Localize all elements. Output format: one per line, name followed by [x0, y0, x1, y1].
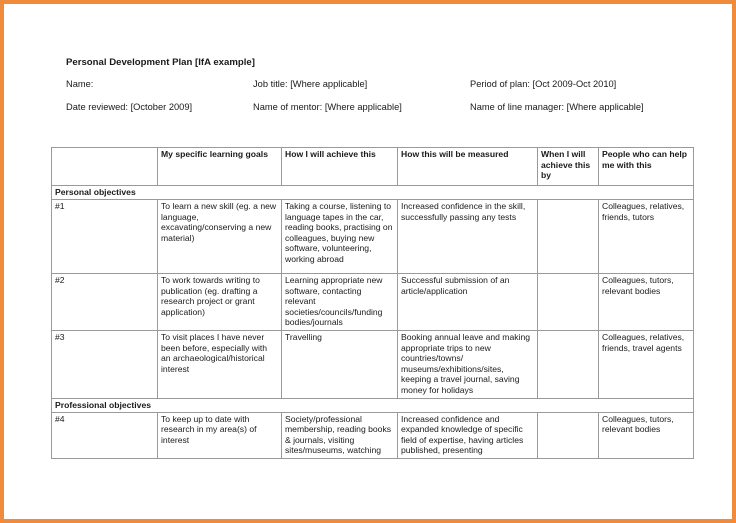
row-when — [538, 412, 599, 458]
row-how: Society/professional membership, reading books & journals, visiting sites/museums, watching — [282, 412, 398, 458]
row-goal: To visit places I have never been before, especially with an archaeological/historical interest — [158, 330, 282, 398]
mentor-name: Name of mentor: [Where applicable] — [253, 102, 402, 112]
row-goal: To keep up to date with research in my area(s) of interest — [158, 412, 282, 458]
section-row-personal — [52, 186, 694, 200]
table-row — [52, 412, 694, 458]
row-when — [538, 200, 599, 274]
row-measure: Booking annual leave and making appropriate trips to new countries/towns/ museums/exhibitions/sites, keeping a travel journal, saving money for holidays — [398, 330, 538, 398]
section-label-professional: Professional objectives — [52, 398, 694, 412]
header-people-help: People who can help me with this — [599, 148, 694, 186]
row-when — [538, 330, 599, 398]
row-id: #2 — [52, 274, 158, 331]
table-row — [52, 200, 694, 274]
row-goal: To learn a new skill (eg. a new language, excavating/conserving a new material) — [158, 200, 282, 274]
row-how: Learning appropriate new software, contacting relevant societies/councils/funding bodies/journals — [282, 274, 398, 331]
date-reviewed: Date reviewed: [October 2009] — [66, 102, 193, 112]
row-id: #1 — [52, 200, 158, 274]
table-row — [52, 330, 694, 398]
row-how: Travelling — [282, 330, 398, 398]
header-how-achieve: How I will achieve this — [282, 148, 398, 186]
development-plan-table — [51, 147, 694, 459]
document-title: Personal Development Plan [IfA example] — [66, 57, 255, 68]
row-measure: Increased confidence and expanded knowledge of specific field of expertise, having articles published, presenting — [398, 412, 538, 458]
job-title: Job title: [Where applicable] — [253, 79, 368, 89]
name-label: Name: — [66, 79, 94, 89]
row-id: #4 — [52, 412, 158, 458]
row-id: #3 — [52, 330, 158, 398]
section-label-personal: Personal objectives — [52, 186, 694, 200]
table-header-row — [52, 148, 694, 186]
row-people: Colleagues, relatives, friends, travel agents — [599, 330, 694, 398]
header-when-achieve: When I will achieve this by — [538, 148, 599, 186]
row-people: Colleagues, tutors, relevant bodies — [599, 274, 694, 331]
line-manager-name: Name of line manager: [Where applicable] — [470, 102, 644, 112]
row-how: Taking a course, listening to language tapes in the car, reading books, practising on colleagues, buying new software, volunteering, working abroad — [282, 200, 398, 274]
section-row-professional — [52, 398, 694, 412]
table-row — [52, 274, 694, 331]
header-how-measured: How this will be measured — [398, 148, 538, 186]
header-cell-blank — [52, 148, 158, 186]
row-when — [538, 274, 599, 331]
row-measure: Increased confidence in the skill, successfully passing any tests — [398, 200, 538, 274]
period-of-plan: Period of plan: [Oct 2009-Oct 2010] — [470, 79, 617, 89]
row-people: Colleagues, relatives, friends, tutors — [599, 200, 694, 274]
row-measure: Successful submission of an article/application — [398, 274, 538, 331]
row-people: Colleagues, tutors, relevant bodies — [599, 412, 694, 458]
row-goal: To work towards writing to publication (eg. drafting a research project or grant application) — [158, 274, 282, 331]
header-learning-goals: My specific learning goals — [158, 148, 282, 186]
